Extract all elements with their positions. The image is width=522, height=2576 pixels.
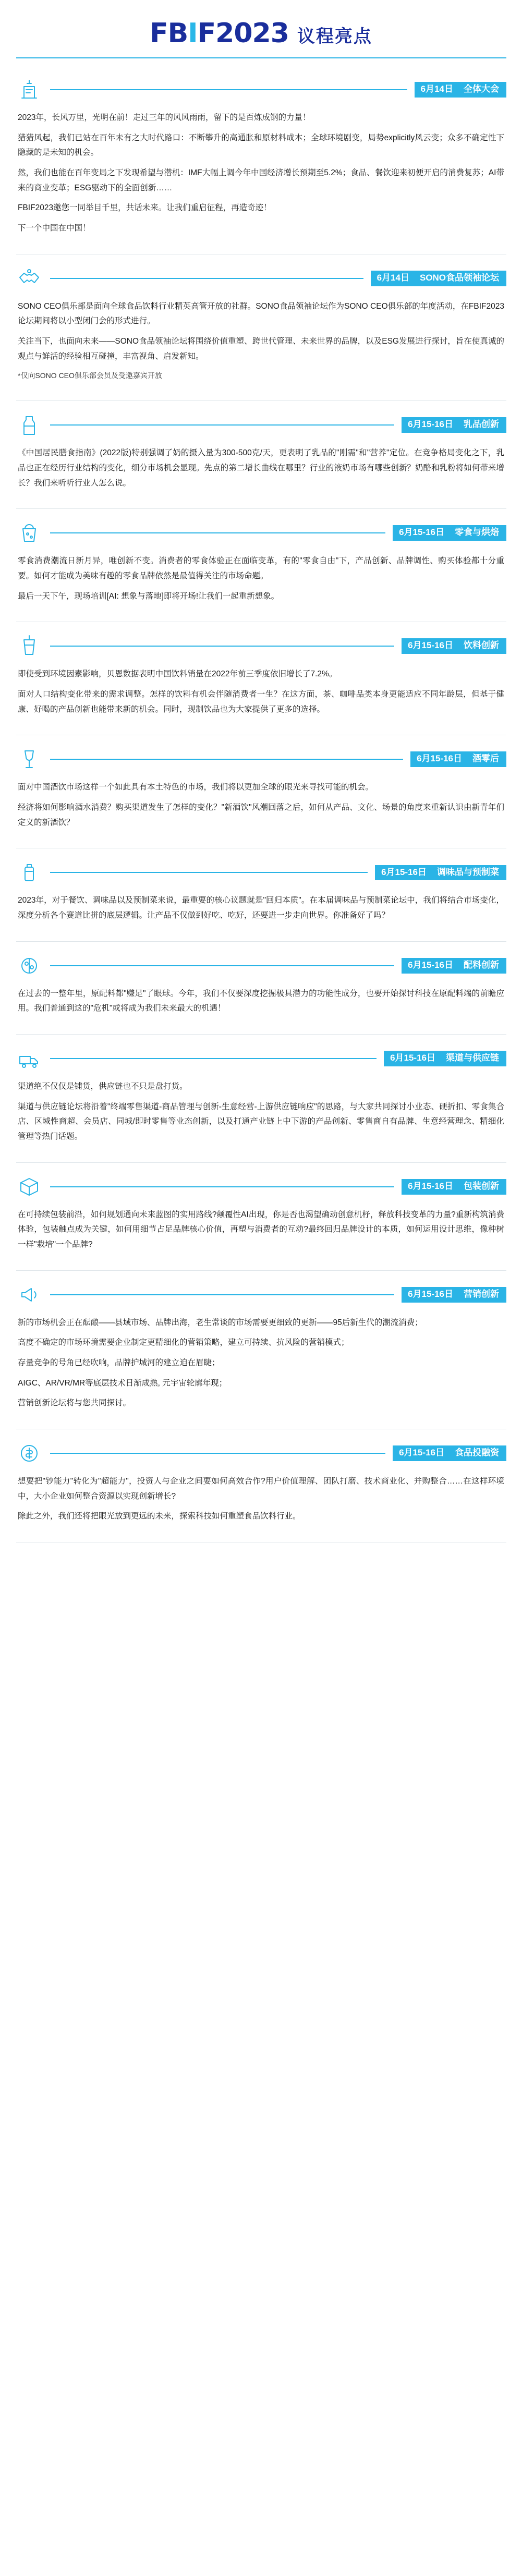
section-paragraph: 最后一天下午，现场培训[AI: 想象与落地]即将开场!让我们一起重新想象。	[18, 591, 280, 601]
section-name: SONO食品领袖论坛	[416, 271, 506, 286]
supply-icon	[16, 1045, 43, 1072]
section-paragraph: 然，我们也能在百年变局之下发现希望与潜机：IMF大幅上调今年中国经济增长预期至5.2%；食品、餐饮迎来初便开启的消费复苏；AI带来的商业变革；ESG驱动下的全面创新……	[18, 168, 504, 192]
section-name: 营销创新	[459, 1287, 506, 1303]
section-rule	[50, 1186, 394, 1187]
section-date: 6月15-16日	[402, 1179, 459, 1195]
section-paragraph: AIGC、AR/VR/MR等底层技术日渐成熟, 元宇宙轮廓年现；	[18, 1378, 227, 1388]
agenda-section	[0, 254, 522, 392]
brand-year: 2023	[215, 18, 289, 49]
section-header	[16, 519, 506, 546]
section-date: 6月14日	[415, 82, 459, 98]
milk-icon	[16, 411, 43, 439]
section-paragraph: 经济将如何影响酒水消费？购买渠道发生了怎样的变化？"新酒饮"风潮回落之后，如何从产品、文化、场景的角度来重新认识由新青年们定义的新酒饮？	[18, 803, 504, 827]
agenda-section	[0, 1271, 522, 1419]
handshake-icon	[16, 265, 43, 292]
section-paragraph: 除此之外，我们还将把眼光放到更远的未来，探索科技如何重塑食品饮料行业。	[18, 1512, 301, 1521]
section-title-bar	[50, 1051, 506, 1066]
section-rule	[50, 1058, 377, 1059]
section-name: 食品投融资	[451, 1445, 506, 1461]
section-paragraph: 面对人口结构变化带来的需求调整。怎样的饮料有机会伴随消费者一生？在这方面，茶、咖啡品类本身更能适应不同年龄层，但基于健康、好喝的产品创新也能带来新的机会。同时，现制饮品也为大家提供了更多的选择。	[18, 689, 504, 714]
section-rule	[50, 424, 394, 426]
section-date: 6月15-16日	[384, 1051, 442, 1066]
section-title-bar	[50, 1445, 506, 1461]
section-badge	[393, 1445, 506, 1461]
section-header	[16, 265, 506, 292]
agenda-section	[0, 1035, 522, 1153]
section-paragraph: 2023年，长风万里，光明在前！走过三年的风风雨雨，留下的是百炼成钢的力量！	[18, 113, 311, 122]
section-header	[16, 952, 506, 979]
section-body	[16, 1316, 506, 1411]
section-body	[16, 1079, 506, 1145]
section-date: 6月15-16日	[393, 525, 451, 541]
section-badge	[402, 638, 506, 654]
section-header	[16, 746, 506, 773]
agenda-section	[0, 401, 522, 499]
section-header	[16, 1045, 506, 1072]
agenda-section	[0, 735, 522, 839]
section-badge	[415, 82, 506, 98]
section-title-bar	[50, 82, 506, 98]
section-name: 酒零后	[468, 751, 506, 767]
section-paragraph: 即使受到环境因素影响，贝恩数据表明中国饮料销量在2022年前三季度依旧增长了7.2%。	[18, 670, 337, 679]
brand-logo	[150, 18, 289, 49]
section-name: 调味品与预制菜	[433, 865, 506, 881]
section-paragraph: 新的市场机会正在酝酿——县域市场、品牌出海，老生常谈的市场需要更细致的更新——95后新生代的潮流消费；	[18, 1318, 423, 1327]
section-date: 6月14日	[371, 271, 416, 286]
section-header	[16, 1440, 506, 1467]
section-paragraph: 关注当下，也面向未来——SONO食品领袖论坛将围绕价值重塑、跨世代管理、未来世界的品牌，以及ESG发展进行探讨，旨在使真诚的观点与鲜活的经验相互碰撞，丰富视角、启发新知。	[18, 337, 504, 361]
agenda-section	[0, 1163, 522, 1261]
brand-prefix: FB	[150, 18, 188, 49]
section-name: 全体大会	[459, 82, 506, 98]
section-name: 零食与烘焙	[451, 525, 506, 541]
agenda-section	[0, 622, 522, 725]
section-paragraph: 想要把"钞能力"转化为"超能力"，投资人与企业之间要如何高效合作?用户价值理解、团队打磨、技术商业化、并购整合……在这样环境中，大小企业如何整合资源以实现创新增长?	[18, 1477, 504, 1501]
section-badge	[371, 271, 506, 286]
package-icon	[16, 1173, 43, 1200]
section-paragraph: 在可持续包装前沿，如何规划通向未来蓝图的实用路线?颠覆性AI出现，你是否也渴望确动创意机杼，释放科技变革的力量?重新构筑消费体验，包装触点成为关键，如何用细节占足品牌核心价值，再塑与消费者的互动?最终回归品牌设计的本质，如何运用设计思维，像种树一样"栽培"一个品牌?	[18, 1210, 504, 1249]
section-date: 6月15-16日	[402, 958, 459, 974]
sections-container	[0, 66, 522, 1542]
brand-mid: F	[197, 18, 216, 49]
section-body	[16, 111, 506, 236]
section-rule	[50, 872, 368, 873]
section-rule	[50, 1294, 394, 1295]
section-header	[16, 411, 506, 439]
section-date: 6月15-16日	[402, 638, 459, 654]
section-title-bar	[50, 638, 506, 654]
marketing-icon	[16, 1281, 43, 1308]
section-name: 乳品创新	[459, 417, 506, 433]
section-paragraph: *仅向SONO CEO俱乐部会员及受邀嘉宾开放	[18, 371, 162, 380]
wine-icon	[16, 746, 43, 773]
section-rule	[50, 965, 394, 966]
section-badge	[402, 958, 506, 974]
snack-icon	[16, 519, 43, 546]
drink-icon	[16, 633, 43, 660]
section-body	[16, 446, 506, 491]
section-date: 6月15-16日	[402, 1287, 459, 1303]
agenda-section	[0, 942, 522, 1025]
section-rule	[50, 646, 394, 647]
section-name: 饮料创新	[459, 638, 506, 654]
agenda-section	[0, 66, 522, 245]
header-divider	[16, 57, 506, 58]
section-rule	[50, 278, 363, 279]
brand-line	[0, 18, 522, 49]
section-paragraph: 高度不确定的市场环境需要企业制定更精细化的营销策略，建立可持续、抗风险的营销模式；	[18, 1338, 349, 1347]
section-name: 配料创新	[459, 958, 506, 974]
section-badge	[402, 1179, 506, 1195]
section-title-bar	[50, 417, 506, 433]
section-body	[16, 893, 506, 923]
section-rule	[50, 532, 385, 533]
section-title-bar	[50, 271, 506, 286]
section-body	[16, 987, 506, 1016]
section-body	[16, 1474, 506, 1524]
agenda-section	[0, 848, 522, 931]
section-body	[16, 1208, 506, 1253]
section-title-bar	[50, 958, 506, 974]
section-title-bar	[50, 865, 506, 881]
section-paragraph: 《中国居民膳食指南》(2022版)特别强调了奶的摄入量为300-500克/天，更表明了乳品的"刚需"和"营养"定位。在竞争格局变化之下，乳品也正在经历行业结构的变化，细分市场机会显现。先点的第二增长曲线在哪里？行业的液奶市场有哪些创新？奶酪和乳粉将如何带来增长？我们来听听行业人怎么说。	[18, 448, 504, 488]
section-title-bar	[50, 751, 506, 767]
section-paragraph: 存量竞争的号角已经吹响，品牌护城河的建立迫在眉睫；	[18, 1358, 220, 1368]
section-paragraph: FBIF2023邀您一同举目千里，共话未来。让我们重启征程，再造奇迹！	[18, 203, 272, 213]
section-paragraph: 2023年，对于餐饮、调味品以及预制菜来说，最重要的核心议题就是"回归本质"。在本届调味品与预制菜论坛中，我们将结合市场变化，深度分析各个赛道比拼的底层逻辑。让产品不仅做到好吃、吃好，还要进一步走向世界。你准备好了吗？	[18, 896, 504, 920]
section-body	[16, 667, 506, 717]
section-paragraph: 猎猎风起，我们已站在百年未有之大时代路口：不断攀升的高通胀和原材料成本；全球环境剧变，局势explicitly风云变；众多不确定性下隐藏的是未知的机会。	[18, 133, 504, 157]
section-paragraph: 渠道绝不仅仅是铺货，供应链也不只是盘打货。	[18, 1082, 188, 1091]
podium-icon	[16, 76, 43, 103]
section-rule	[50, 89, 407, 90]
section-paragraph: 零食消费潮流日新月异，唯创新不变。消费者的零食体验正在面临变革，有的"零食自由"下，产品创新、品牌调性、购买体验都十分重要。如何才能成为美味有趣的零食品牌依然是最值得关注的市场命题。	[18, 556, 504, 580]
sauce-icon	[16, 859, 43, 886]
section-header	[16, 859, 506, 886]
section-date: 6月15-16日	[375, 865, 433, 881]
section-header	[16, 76, 506, 103]
section-badge	[402, 417, 506, 433]
section-paragraph: 渠道与供应链论坛将沿着"终端零售渠道-商品管理与创新-生意经营-上游供应链响应"的思路，与大家共同探讨小业态、硬折扣、零食集合店、区域性商超、会员店、同城/即时零售等业态创新，以及打通产业链上中下游的产品创新、零售商自有品牌、生意经营理念、精细化管理等热门话题。	[18, 1102, 504, 1141]
section-body	[16, 299, 506, 383]
section-paragraph: 下一个中国在中国！	[18, 224, 91, 233]
section-name: 渠道与供应链	[442, 1051, 506, 1066]
invest-icon	[16, 1440, 43, 1467]
section-date: 6月15-16日	[402, 417, 459, 433]
section-badge	[375, 865, 506, 881]
section-rule	[50, 1453, 385, 1454]
section-date: 6月15-16日	[393, 1445, 451, 1461]
section-header	[16, 633, 506, 660]
section-title-bar	[50, 1179, 506, 1195]
section-badge	[393, 525, 506, 541]
ingredient-icon	[16, 952, 43, 979]
section-body	[16, 554, 506, 604]
section-paragraph: 营销创新论坛将与您共同探讨。	[18, 1399, 131, 1408]
section-title-bar	[50, 1287, 506, 1303]
agenda-section	[0, 509, 522, 612]
section-badge	[402, 1287, 506, 1303]
section-header	[16, 1281, 506, 1308]
brand-dot: I	[188, 18, 198, 49]
section-badge	[384, 1051, 506, 1066]
section-header	[16, 1173, 506, 1200]
section-paragraph: SONO CEO俱乐部是面向全球食品饮料行业精英高管开放的社群。SONO食品领袖论坛作为SONO CEO俱乐部的年度活动，在FBIF2023论坛期间将以小型闭门会的形式进行。	[18, 301, 504, 326]
section-title-bar	[50, 525, 506, 541]
page-title: 议程亮点	[297, 27, 372, 46]
section-name: 包装创新	[459, 1179, 506, 1195]
section-body	[16, 780, 506, 830]
page-header	[0, 0, 522, 66]
section-paragraph: 在过去的一整年里，原配料都"赚足"了眼球。今年，我们不仅要深度挖掘极具潜力的功能性成分，也要开始探讨科技在原配料端的前瞻应用。我们普通到这的"危机"或将成为我们未来最大的机遇！	[18, 989, 504, 1013]
section-badge	[410, 751, 506, 767]
section-paragraph: 面对中国酒饮市场这样一个如此具有本土特色的市场，我们将以更加全球的眼光来寻找可能的机会。	[18, 783, 374, 792]
section-date: 6月15-16日	[410, 751, 468, 767]
agenda-section	[0, 1429, 522, 1533]
section-rule	[50, 759, 403, 760]
